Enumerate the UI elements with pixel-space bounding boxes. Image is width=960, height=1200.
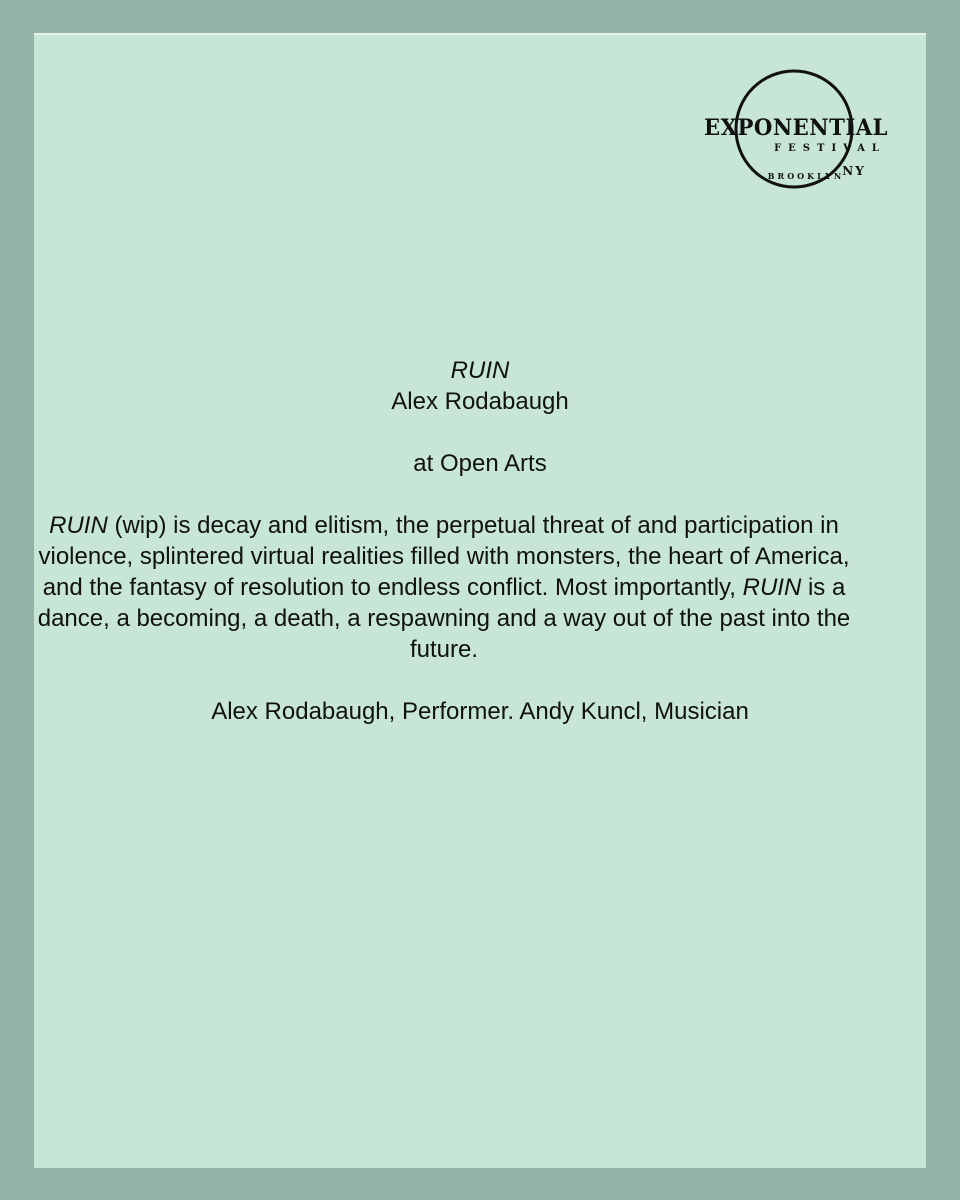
- description-title-ref-2: RUIN: [742, 574, 802, 601]
- logo-festival-text: FESTIVAL: [774, 143, 886, 154]
- festival-logo-graphic: [696, 63, 896, 213]
- artist-name: Alex Rodabaugh: [391, 388, 569, 415]
- event-title: RUIN: [450, 357, 510, 384]
- credits-line: Alex Rodabaugh, Performer. Andy Kuncl, Musician: [211, 698, 749, 725]
- logo-exponential-text: EXPONENTIAL: [704, 115, 888, 141]
- description-text-1: (wip) is decay and elitism, the perpetual threat of and participation in violence, splintered virtual realities filled with monsters, the heart of America, and the fantasy of resolution to endless conflict. Most importantly,: [38, 512, 850, 601]
- logo-ny-text: NY: [842, 164, 866, 178]
- event-description: [34, 510, 854, 665]
- description-title-ref: RUIN: [49, 512, 108, 539]
- event-details: [34, 355, 926, 727]
- logo-brooklyn-text: BROOKLYN: [767, 171, 845, 181]
- description-text-2: is a dance, a becoming, a death, a respawning and a way out of the past into the future.: [37, 574, 851, 663]
- festival-logo: [696, 63, 896, 213]
- venue-line: at Open Arts: [413, 450, 547, 477]
